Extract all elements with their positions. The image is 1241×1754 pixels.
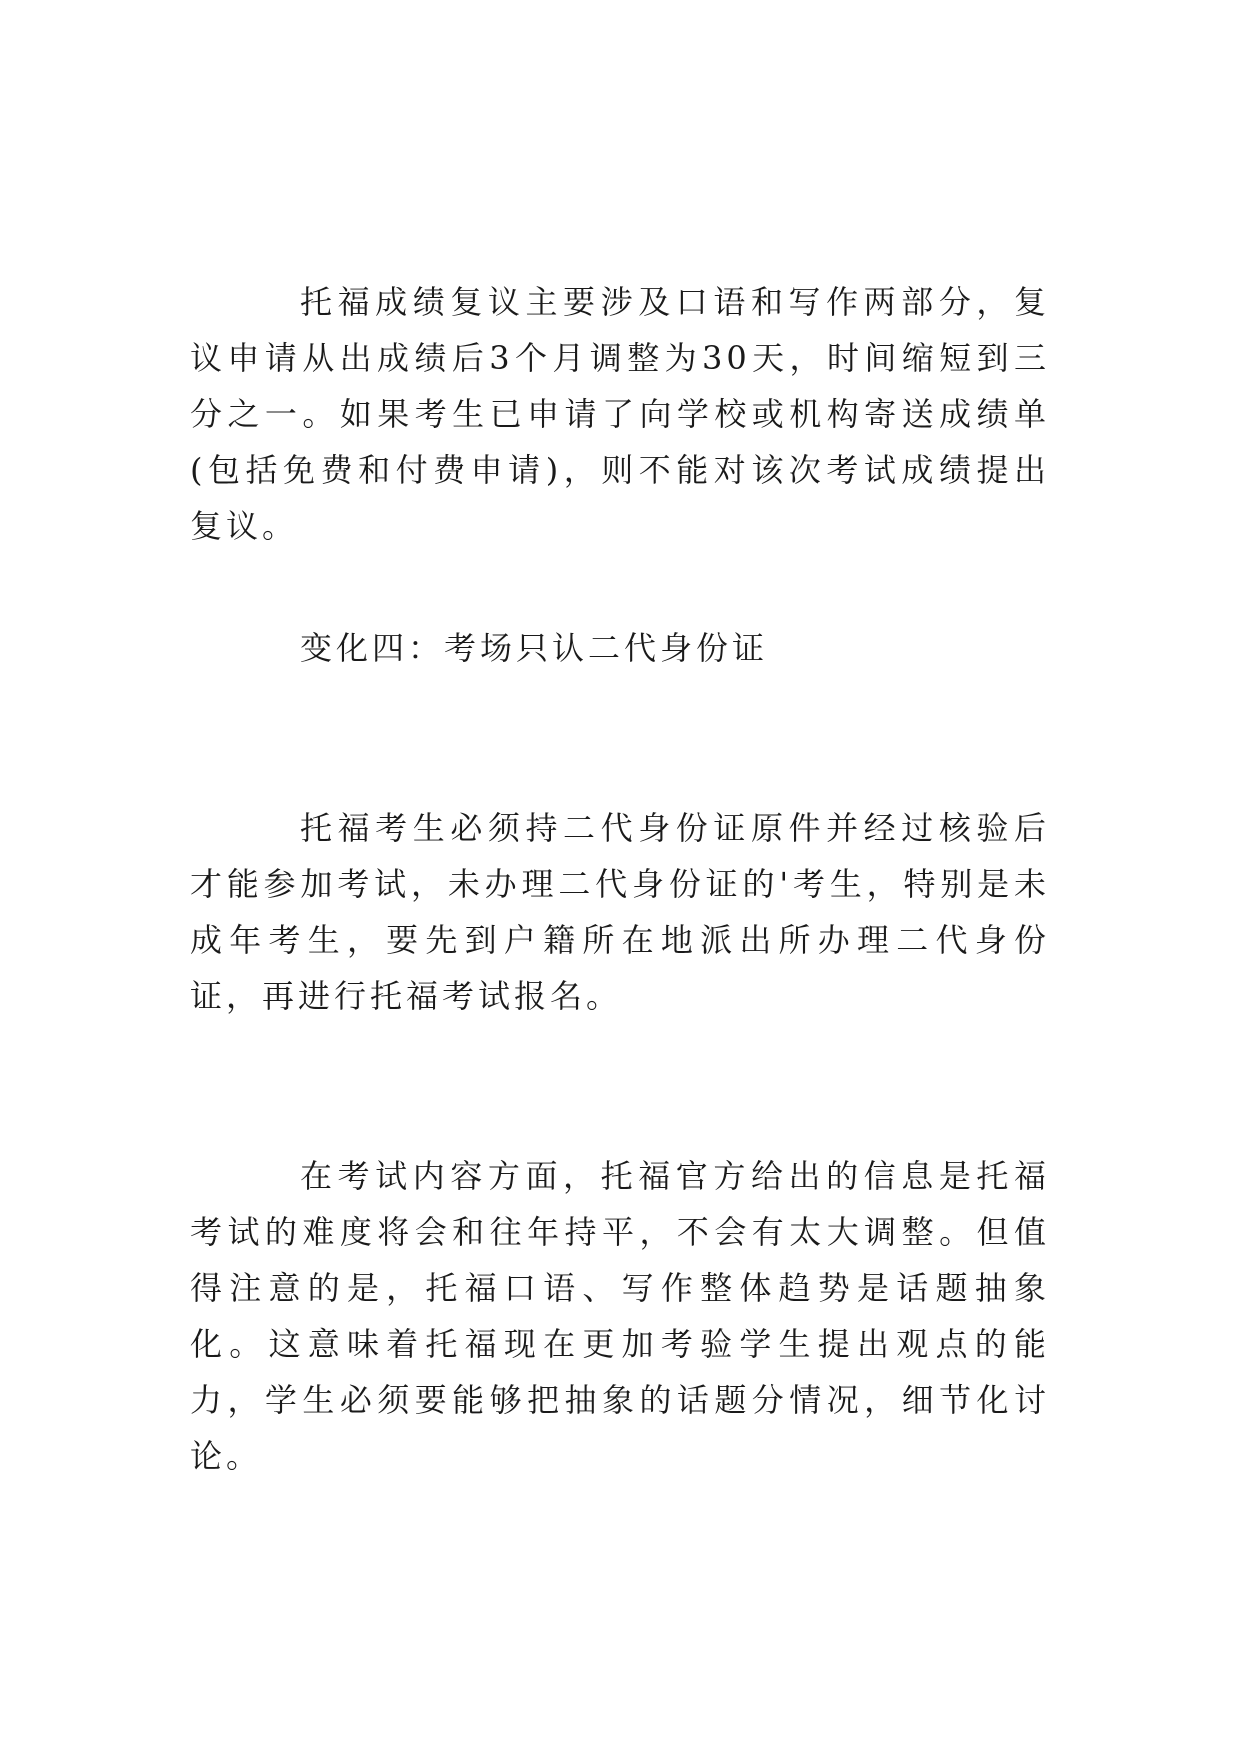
paragraph-id-card-requirement: 托福考生必须持二代身份证原件并经过核验后才能参加考试，未办理二代身份证的'考生，特别是未成年考生，要先到户籍所在地派出所办理二代身份证，再进行托福考试报名。 xyxy=(190,809,1050,1015)
section-heading-change-four: 变化四：考场只认二代身份证 xyxy=(300,629,769,667)
paragraph-score-review: 托福成绩复议主要涉及口语和写作两部分，复议申请从出成绩后3个月调整为30天，时间缩短到三分之一。如果考生已申请了向学校或机构寄送成绩单(包括免费和付费申请)，则不能对该次考试成绩提出复议。 xyxy=(190,283,1050,545)
paragraph-exam-content: 在考试内容方面，托福官方给出的信息是托福考试的难度将会和往年持平，不会有太大调整。但值得注意的是，托福口语、写作整体趋势是话题抽象化。这意味着托福现在更加考验学生提出观点的能力，学生必须要能够把抽象的话题分情况，细节化讨论。 xyxy=(190,1157,1050,1475)
